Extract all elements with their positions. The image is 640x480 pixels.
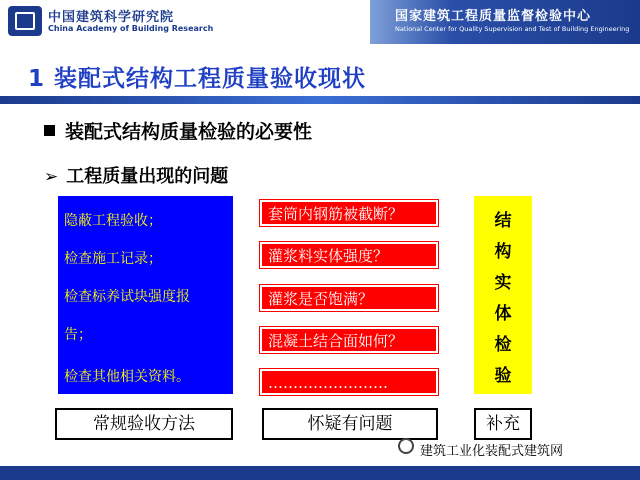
conventional-methods-box — [58, 196, 233, 394]
slide-title: 1 装配式结构工程质量验收现状 — [28, 66, 367, 92]
question-item: 灌浆料实体强度？ — [260, 242, 438, 268]
conventional-label: 常规验收方法 — [55, 408, 233, 440]
subsection-heading — [44, 162, 228, 188]
conventional-item: 检查其他相关资料。 — [64, 369, 190, 385]
org-name-en: China Academy of Building Research — [48, 24, 214, 33]
conventional-item: 告； — [64, 327, 92, 343]
supplement-char: 结 — [494, 211, 512, 231]
supplement-label: 补充 — [474, 408, 532, 440]
title-divider — [0, 96, 640, 104]
supplement-char: 检 — [494, 335, 512, 355]
org-name-cn: 中国建筑科学研究院 — [48, 10, 175, 25]
center-name-en: National Center for Quality Supervision and Test of Building Engineering — [395, 25, 630, 33]
conventional-item: 检查施工记录； — [64, 251, 162, 267]
supplement-char: 体 — [494, 304, 512, 324]
section-heading — [44, 117, 312, 144]
question-item: …………………… — [260, 369, 438, 395]
supplement-char: 构 — [494, 242, 512, 262]
watermark-text: 建筑工业化装配式建筑网 — [420, 444, 564, 459]
center-name-cn: 国家建筑工程质量监督检验中心 — [395, 9, 592, 24]
question-item: 套筒内钢筋被截断？ — [260, 200, 438, 226]
square-bullet-icon — [44, 125, 55, 136]
conventional-item: 隐蔽工程验收； — [64, 213, 162, 229]
header-bar — [0, 0, 640, 44]
question-item: 混凝土结合面如何？ — [260, 327, 438, 353]
conventional-item: 检查标养试块强度报 — [64, 289, 190, 305]
supplement-box — [474, 196, 532, 394]
doubt-label: 怀疑有问题 — [262, 408, 438, 440]
academy-logo-icon — [8, 6, 42, 36]
subsection-heading-text: 工程质量出现的问题 — [66, 166, 229, 187]
question-item: 灌浆是否饱满？ — [260, 285, 438, 311]
supplement-char: 实 — [494, 273, 512, 293]
arrow-bullet-icon: ➢ — [44, 167, 59, 187]
footer-bar — [0, 466, 640, 480]
wechat-icon — [398, 438, 414, 454]
supplement-char: 验 — [494, 366, 512, 386]
section-heading-text: 装配式结构质量检验的必要性 — [65, 121, 313, 143]
